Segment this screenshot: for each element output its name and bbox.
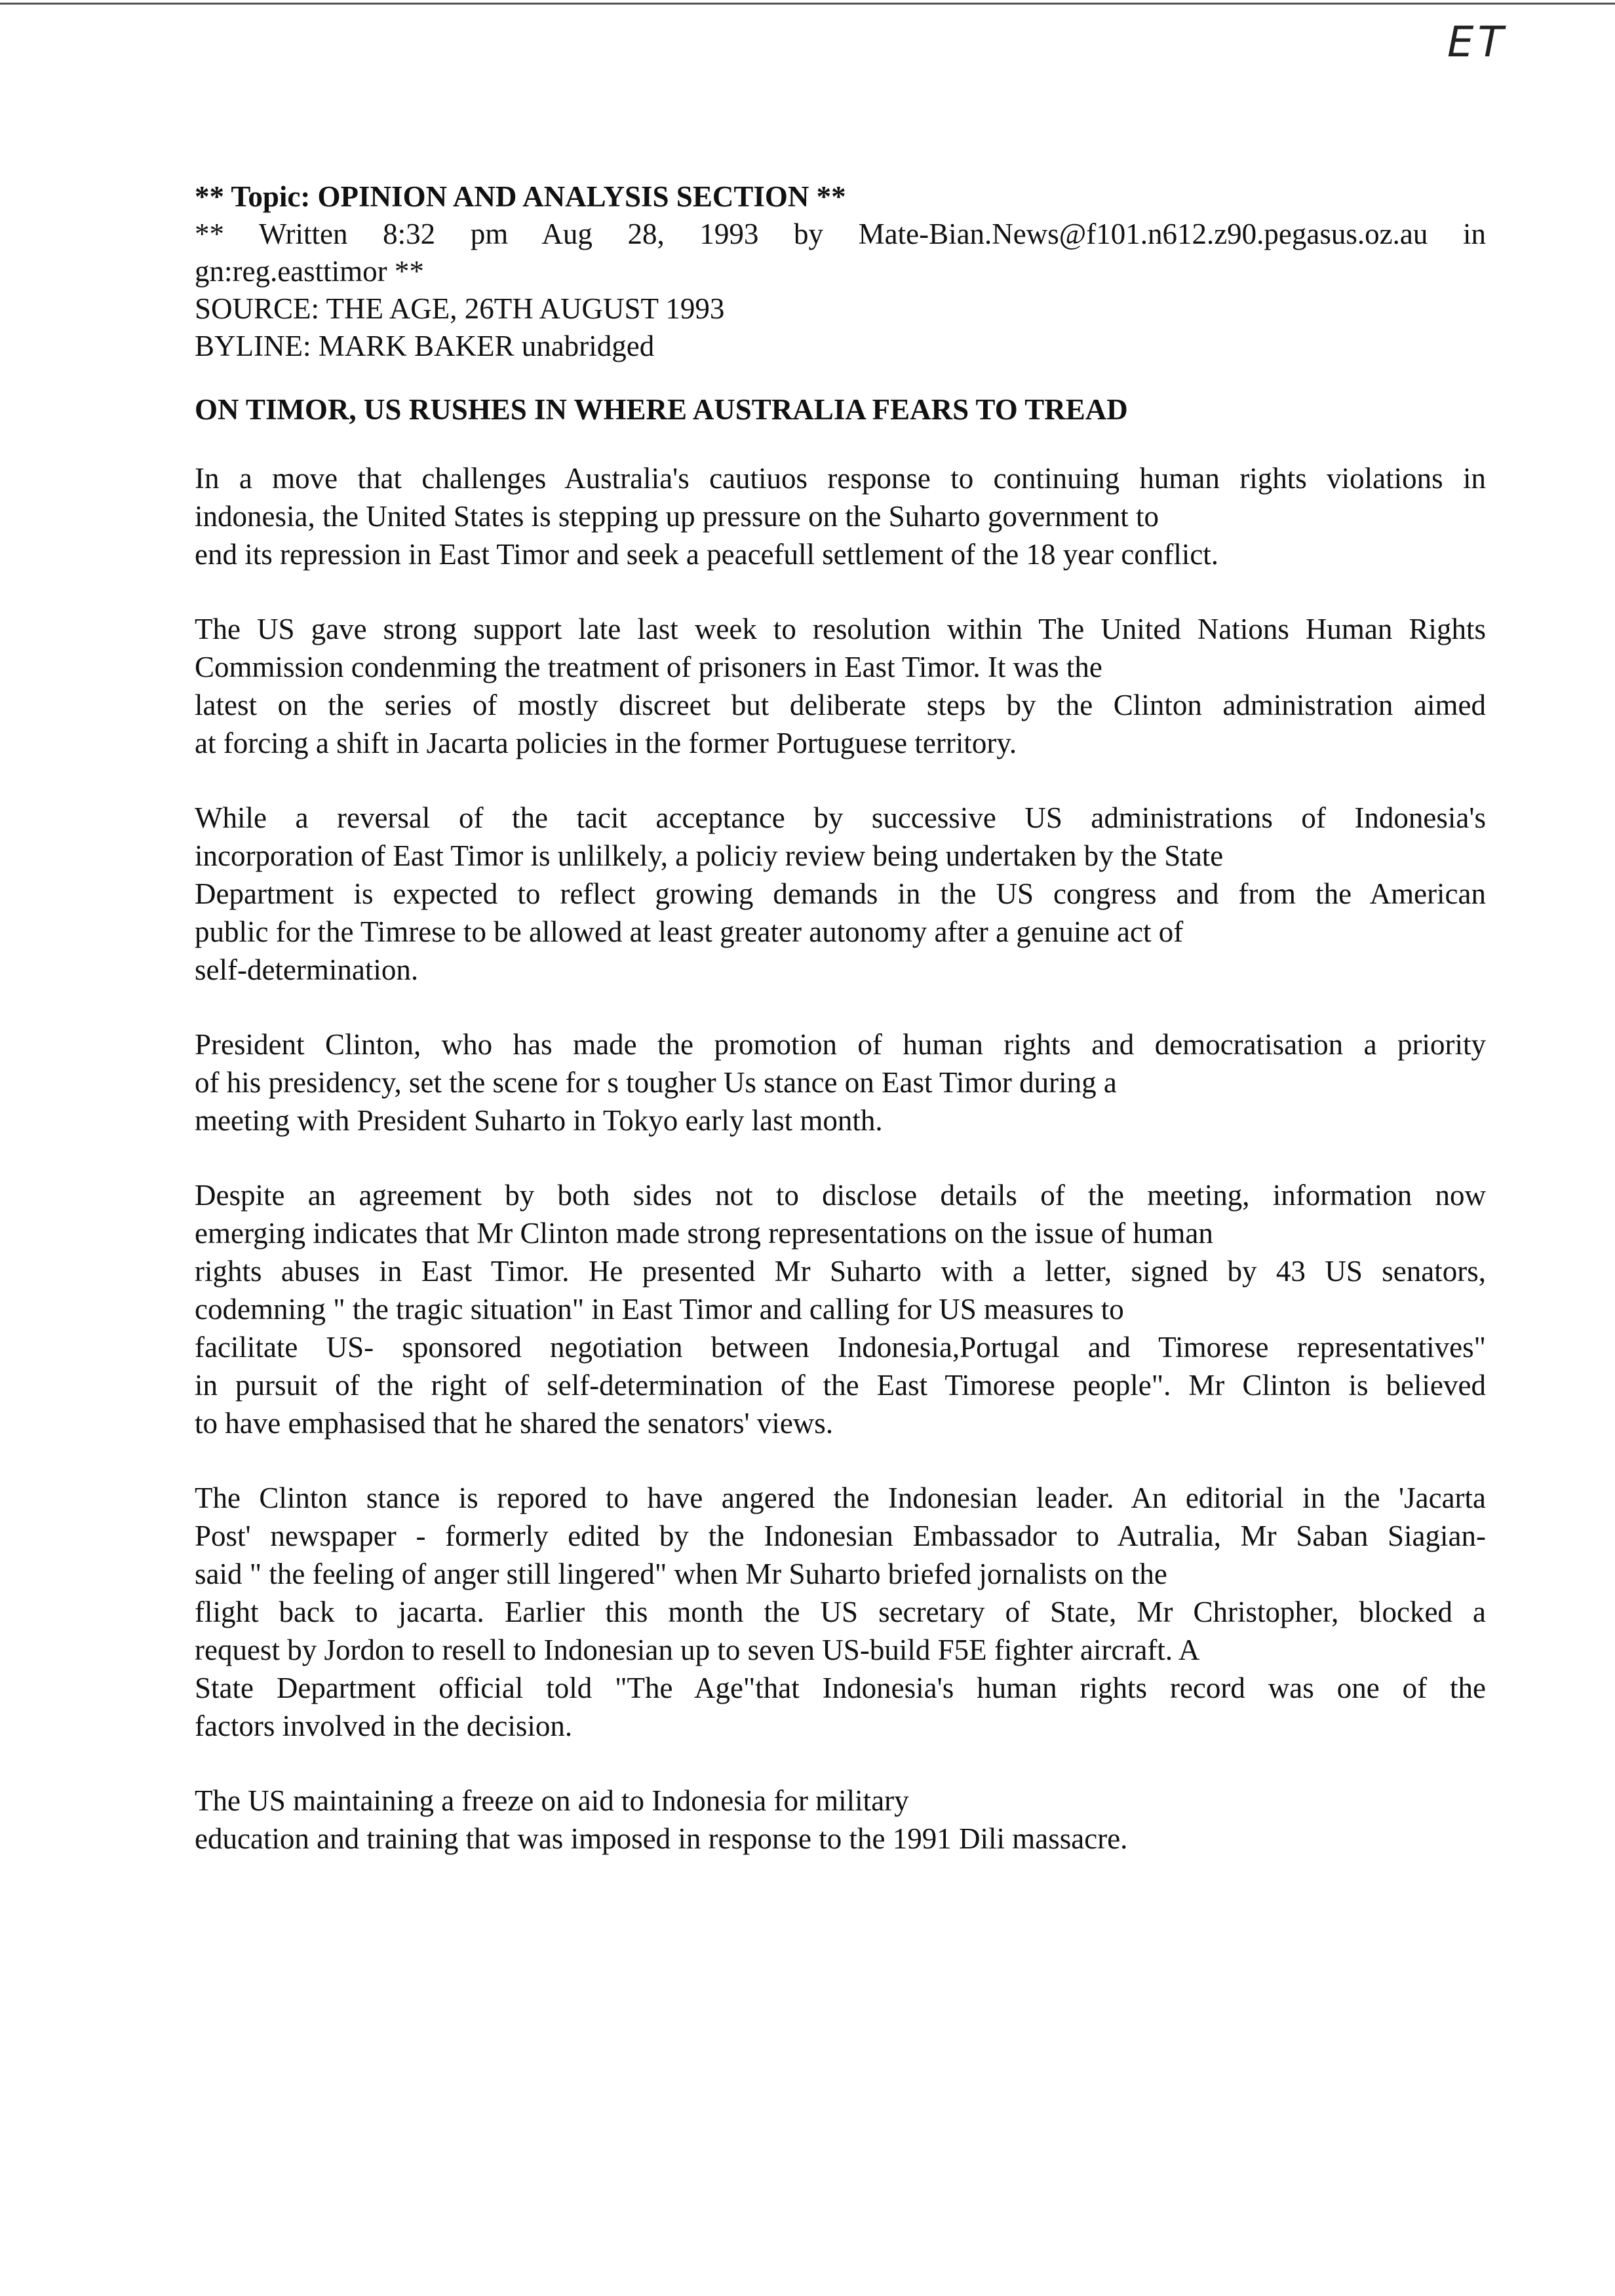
paragraph — [195, 1176, 1486, 1442]
byline: BYLINE: MARK BAKER unabridged — [195, 330, 655, 362]
paragraph — [195, 1782, 1486, 1858]
paragraph-line: factors involved in the decision. — [195, 1710, 573, 1742]
written-line-continued: gn:reg.easttimor ** — [195, 255, 424, 288]
topic-line: ** Topic: OPINION AND ANALYSIS SECTION ** — [195, 180, 846, 213]
paragraph-line: Department is expected to reflect growing demands in the US congress and from the American — [195, 877, 1486, 910]
paragraph — [195, 799, 1486, 989]
paragraph-line: public for the Timrese to be allowed at least greater autonomy after a genuine act of — [195, 915, 1184, 948]
paragraph — [195, 610, 1486, 762]
paragraph-line: Commission condenming the treatment of prisoners in East Timor. It was the — [195, 651, 1102, 683]
paragraph-line: to have emphasised that he shared the senators' views. — [195, 1407, 834, 1440]
paragraph-line: Despite an agreement by both sides not to disclose details of the meeting, information now — [195, 1179, 1486, 1212]
paragraph-line: meeting with President Suharto in Tokyo early last month. — [195, 1104, 883, 1137]
paragraph-line: The US maintaining a freeze on aid to Indonesia for military — [195, 1784, 909, 1817]
paragraph-line: flight back to jacarta. Earlier this month the US secretary of State, Mr Christopher, blocked a — [195, 1596, 1486, 1628]
paragraph-line: latest on the series of mostly discreet but deliberate steps by the Clinton administration aimed — [195, 689, 1486, 721]
paragraph-line: emerging indicates that Mr Clinton made strong representations on the issue of human — [195, 1217, 1213, 1250]
article-body — [195, 459, 1486, 1858]
paragraph-line: facilitate US- sponsored negotiation between Indonesia,Portugal and Timorese representatives" — [195, 1331, 1486, 1364]
paragraph-line: said " the feeling of anger still lingered" when Mr Suharto briefed jornalists on the — [195, 1558, 1167, 1590]
written-line: ** Written 8:32 pm Aug 28, 1993 by Mate-Bian.News@f101.n612.z90.pegasus.oz.au in — [195, 218, 1486, 250]
paragraph-line: Post' newspaper - formerly edited by the Indonesian Embassador to Autralia, Mr Saban Siagian- — [195, 1520, 1486, 1552]
paragraph-line: self-determination. — [195, 953, 419, 986]
paragraph-line: rights abuses in East Timor. He presented Mr Suharto with a letter, signed by 43 US senators, — [195, 1255, 1486, 1288]
paragraph-line: indonesia, the United States is stepping up pressure on the Suharto government to — [195, 500, 1159, 533]
scan-top-edge-rule — [0, 3, 1615, 5]
paragraph — [195, 459, 1486, 573]
paragraph — [195, 1025, 1486, 1139]
document-page — [195, 178, 1486, 1858]
paragraph-line: incorporation of East Timor is unlilkely, a policiy review being undertaken by the State — [195, 839, 1224, 872]
paragraph-line: codemning " the tragic situation" in East Timor and calling for US measures to — [195, 1293, 1124, 1326]
paragraph-line: education and training that was imposed in response to the 1991 Dili massacre. — [195, 1822, 1128, 1855]
paragraph-line: While a reversal of the tacit acceptance by successive US administrations of Indonesia's — [195, 801, 1486, 834]
article-headline: ON TIMOR, US RUSHES IN WHERE AUSTRALIA FEARS TO TREAD — [195, 393, 1128, 426]
paragraph-line: of his presidency, set the scene for s tougher Us stance on East Timor during a — [195, 1066, 1117, 1099]
handwritten-corner-mark: ET — [1447, 18, 1508, 67]
paragraph — [195, 1479, 1486, 1745]
paragraph-line: end its repression in East Timor and seek a peacefull settlement of the 18 year conflict. — [195, 538, 1219, 571]
paragraph-line: State Department official told "The Age"that Indonesia's human rights record was one of the — [195, 1672, 1486, 1704]
message-header — [195, 178, 1486, 365]
paragraph-line: in pursuit of the right of self-determination of the East Timorese people". Mr Clinton is believed — [195, 1369, 1486, 1402]
paragraph-line: In a move that challenges Australia's cautiuos response to continuing human rights violations in — [195, 462, 1486, 495]
paragraph-line: request by Jordon to resell to Indonesian up to seven US-build F5E fighter aircraft. A — [195, 1634, 1200, 1666]
paragraph-line: President Clinton, who has made the promotion of human rights and democratisation a priority — [195, 1028, 1486, 1061]
paragraph-line: The Clinton stance is repored to have angered the Indonesian leader. An editorial in the 'Jacarta — [195, 1482, 1486, 1514]
paragraph-line: at forcing a shift in Jacarta policies in the former Portuguese territory. — [195, 727, 1017, 759]
source-line: SOURCE: THE AGE, 26TH AUGUST 1993 — [195, 292, 725, 325]
paragraph-line: The US gave strong support late last week to resolution within The United Nations Human Rights — [195, 613, 1486, 645]
